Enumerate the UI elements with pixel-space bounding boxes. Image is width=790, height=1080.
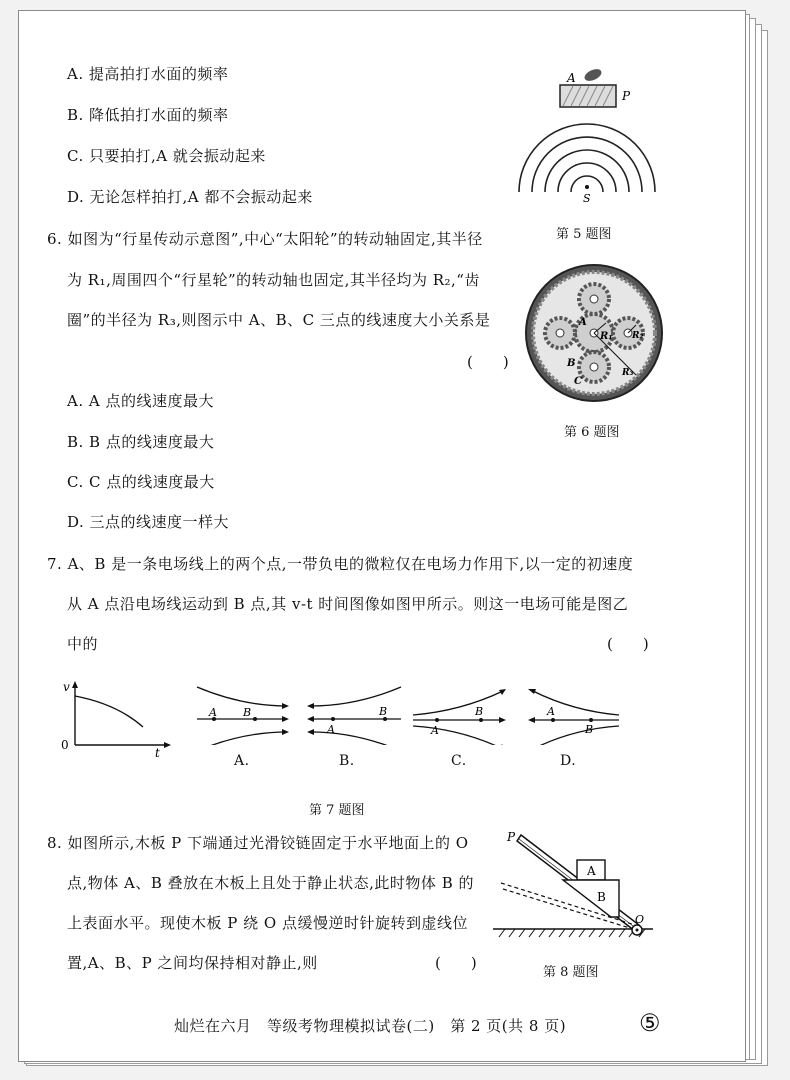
q6-option-a: A. A 点的线速度最大	[67, 392, 214, 410]
q7-graph-label-origin: 0	[61, 738, 69, 752]
q7-option-label-a: A.	[234, 753, 250, 769]
q5-option-a: A. 提高拍打水面的频率	[67, 65, 229, 83]
q8-line-3: 上表面水平。现使木板 P 绕 O 点缓慢逆时针旋转到虚线位	[67, 914, 468, 932]
q7-caption: 第 7 题图	[309, 803, 365, 818]
q6-answer-paren: ( )	[467, 353, 509, 371]
q7-a-label-b: B	[243, 706, 252, 719]
q6-label-r1: R₁	[600, 331, 613, 342]
q7-field-option-a	[195, 683, 290, 745]
q6-label-a: A	[579, 317, 587, 328]
leaf-icon	[583, 67, 604, 84]
q6-caption: 第 6 题图	[564, 425, 620, 440]
q7-c-label-b: B	[475, 705, 484, 718]
q7-a-label-a: A	[209, 706, 217, 719]
q8-caption: 第 8 题图	[543, 965, 599, 980]
q7-option-label-b: B.	[339, 753, 355, 769]
page-number-mark: ⑤	[639, 1009, 662, 1037]
q5-label-a: A	[567, 71, 576, 85]
q7-answer-paren: ( )	[607, 635, 649, 653]
exam-page	[18, 10, 746, 1062]
q6-line-1: 6. 如图为“行星传动示意图”,中心“太阳轮”的转动轴固定,其半径	[47, 230, 483, 248]
footer-text: 灿烂在六月 等级考物理模拟试卷(二) 第 2 页(共 8 页)	[174, 1017, 567, 1035]
q5-figure	[511, 66, 671, 206]
q6-label-r3: R₃	[622, 368, 634, 378]
q7-option-label-c: C.	[451, 753, 467, 769]
q8-answer-paren: ( )	[435, 954, 477, 972]
q8-line-2: 点,物体 A、B 叠放在木板上且处于静止状态,此时物体 B 的	[67, 874, 474, 892]
q6-line-3: 圈”的半径为 R₃,则图示中 A、B、C 三点的线速度大小关系是	[67, 311, 491, 329]
q8-line-1: 8. 如图所示,木板 P 下端通过光滑铰链固定于水平地面上的 O	[47, 834, 469, 852]
q7-field-option-c	[411, 683, 511, 745]
q8-line-4: 置,A、B、P 之间均保持相对静止,则	[67, 954, 318, 972]
q8-label-a: A	[587, 864, 596, 878]
q7-d-label-b: B	[585, 723, 594, 736]
q8-figure	[493, 829, 657, 941]
q7-line-2: 从 A 点沿电场线运动到 B 点,其 v-t 时间图像如图甲所示。则这一电场可能是图乙	[67, 595, 629, 613]
q7-b-label-a: A	[327, 723, 335, 736]
q5-option-d: D. 无论怎样拍打,A 都不会振动起来	[67, 188, 313, 206]
q6-label-c: C	[574, 376, 582, 387]
q8-label-p: P	[507, 830, 516, 844]
q6-option-b: B. B 点的线速度最大	[67, 433, 215, 451]
q5-label-s: S	[583, 192, 591, 205]
q7-option-label-d: D.	[560, 753, 577, 769]
q7-c-label-a: A	[431, 724, 439, 737]
q8-label-o: O	[635, 913, 645, 926]
q7-vt-graph	[57, 679, 175, 759]
q5-label-p: P	[622, 89, 631, 103]
q7-graph-label-t: t	[155, 746, 160, 759]
q8-label-b: B	[597, 890, 606, 904]
q5-option-b: B. 降低拍打水面的频率	[67, 106, 229, 124]
q7-graph-label-v: v	[63, 680, 70, 694]
q6-label-b: B	[567, 358, 576, 369]
q6-line-2: 为 R₁,周围四个“行星轮”的转动轴也固定,其半径均为 R₂,“齿	[67, 271, 480, 289]
q7-d-label-a: A	[547, 705, 555, 718]
q7-field-option-d	[523, 683, 623, 745]
q6-label-r2: R₂	[632, 331, 644, 341]
q7-field-option-b	[303, 683, 403, 745]
q6-option-d: D. 三点的线速度一样大	[67, 513, 230, 531]
q7-line-3: 中的	[67, 635, 99, 653]
q7-b-label-b: B	[379, 705, 388, 718]
q6-option-c: C. C 点的线速度最大	[67, 473, 215, 491]
q6-planetary-gear-figure	[524, 263, 664, 403]
q5-option-c: C. 只要拍打,A 就会振动起来	[67, 147, 266, 165]
q7-line-1: 7. A、B 是一条电场线上的两个点,一带负电的微粒仅在电场力作用下,以一定的初速度	[47, 555, 634, 573]
q5-caption: 第 5 题图	[556, 227, 612, 242]
